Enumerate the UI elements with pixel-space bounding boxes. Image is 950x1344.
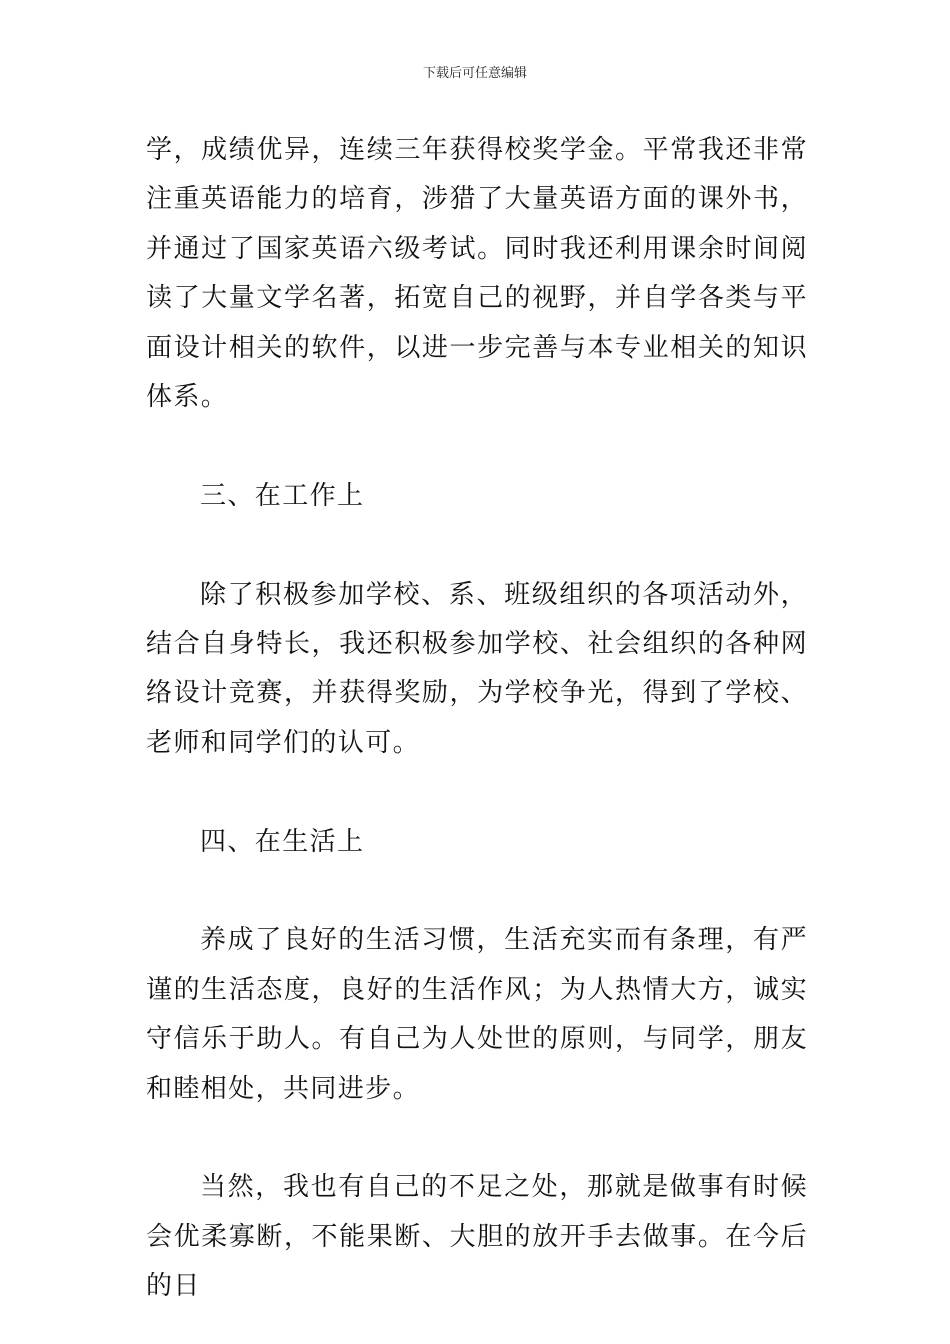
paragraph-study-continued: 学，成绩优异，连续三年获得校奖学金。平常我还非常注重英语能力的培育，涉猎了大量英语方面的课外书，并通过了国家英语六级考试。同时我还利用课余时间阅读了大量文学名著，拓宽自己的视野，并自学各类与平面设计相关的软件，以进一步完善与本专业相关的知识体系。 (146, 135, 808, 413)
paragraph-spacer (146, 521, 808, 570)
paragraph-work: 除了积极参加学校、系、班级组织的各项活动外，结合自身特长，我还积极参加学校、社会组织的各种网络设计竞赛，并获得奖励，为学校争光，得到了学校、老师和同学们的认可。 (146, 579, 808, 758)
paragraph-spacer (146, 768, 808, 817)
document-body (146, 126, 808, 1312)
section-heading-life: 四、在生活上 (200, 826, 365, 857)
page-header: 下载后可任意编辑 (422, 66, 527, 81)
paragraph-life: 养成了良好的生活习惯，生活充实而有条理，有严谨的生活态度，良好的生活作风；为人热情大方，诚实守信乐于助人。有自己为人处世的原则，与同学，朋友和睦相处，共同进步。 (146, 925, 808, 1104)
paragraph-shortcomings: 当然，我也有自己的不足之处，那就是做事有时候会优柔寡断，不能果断、大胆的放开手去做事。在今后的日 (146, 1172, 808, 1302)
paragraph-spacer (146, 422, 808, 471)
paragraph-spacer (146, 867, 808, 916)
section-heading-work: 三、在工作上 (200, 480, 365, 511)
paragraph-spacer (146, 1114, 808, 1163)
